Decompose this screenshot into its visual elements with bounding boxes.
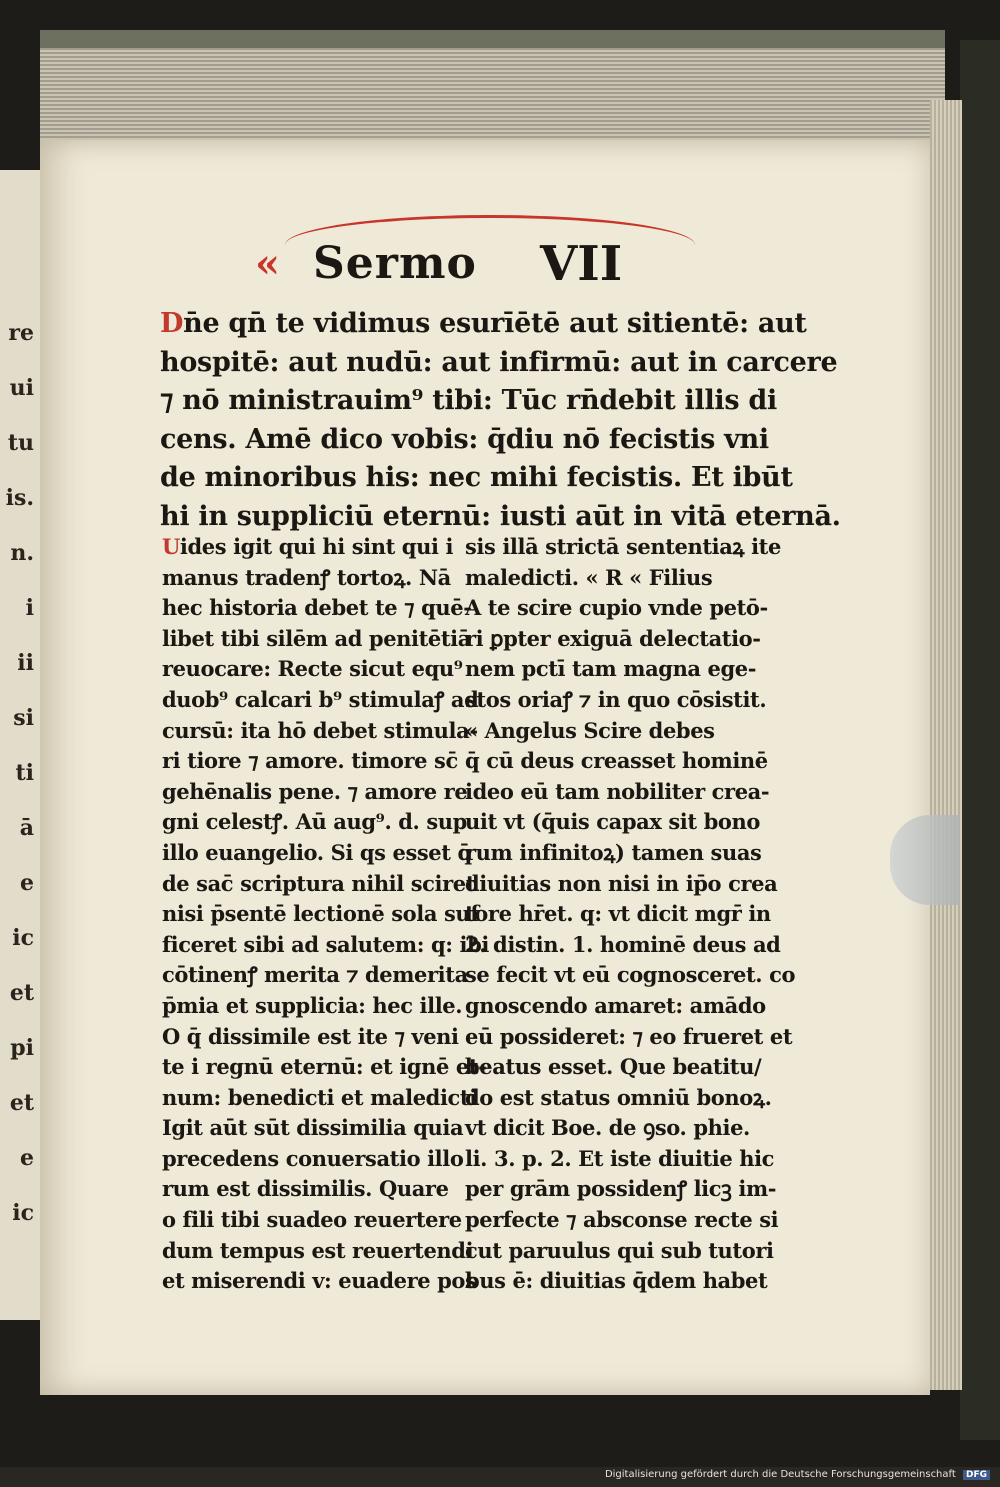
text-line: dum tempus est reuertendi	[162, 1237, 474, 1263]
intro-line: ⁊ nō ministrauim⁹ tibi: Tūc rn̄debit illis di	[160, 385, 777, 416]
page-edges-right	[930, 100, 962, 1390]
intro-text-block	[160, 305, 841, 536]
text-line: vt dicit Boe. de ꝯso. phie.	[465, 1115, 750, 1141]
text-line: maledicti. « R « Filius	[465, 564, 713, 590]
text-line: sis illā strictā sententiaꝝ ite	[465, 534, 781, 559]
text-line: de sac̄ scriptura nihil sciret	[162, 870, 476, 896]
text-line: illo euangelio. Si qs esset q̄	[162, 839, 472, 865]
margin-fragment: is.	[5, 485, 34, 511]
text-line: rum infinitoꝝ) tamen suas	[465, 839, 762, 865]
text-line: do est status omniū bonoꝝ.	[465, 1084, 772, 1110]
text-line: libet tibi silēm ad penitētiā	[162, 625, 471, 651]
text-line: ri ꝑpter exiguā delectatio-	[465, 625, 761, 651]
text-line: cursū: ita hō debet stimula-	[162, 717, 478, 743]
margin-fragment: si	[13, 705, 34, 731]
text-line: « Angelus Scire debes	[465, 717, 715, 743]
text-line: rum est dissimilis. Quare	[162, 1176, 449, 1202]
text-line: Uides igit qui hi sint qui i	[162, 534, 454, 559]
text-line: O q̄ dissimile est ite ⁊ veni	[162, 1023, 459, 1049]
intro-line: hospitē: aut nudū: aut infirmū: aut in carcere	[160, 346, 838, 378]
text-line: cut paruulus qui sub tutori	[465, 1237, 774, 1263]
heading-title: Sermo	[313, 238, 477, 289]
text-line: beatus esset. Que beatitu/	[465, 1054, 762, 1080]
text-line: nem pctī tam magna ege-	[465, 656, 757, 682]
heading-numeral: VII	[540, 236, 623, 292]
text-line: precedens conuersatio illo	[162, 1145, 464, 1171]
margin-fragment: et	[9, 980, 34, 1006]
sermon-heading	[255, 220, 755, 300]
text-line: per grām possidenꝭ licꝫ im-	[465, 1176, 777, 1202]
text-line: reuocare: Recte sicut equ⁹	[162, 656, 463, 682]
right-column	[465, 532, 796, 1297]
text-line: li. 3. p. 2. Et iste diuitie hic	[465, 1145, 775, 1171]
previous-leaf	[0, 170, 42, 1320]
intro-line: de minoribus his: nec mihi fecistis. Et ibūt	[160, 462, 793, 493]
text-line: uit vt (q̄uis capax sit bono	[465, 809, 760, 835]
text-line: diuitias non nisi in ip̄o crea	[465, 870, 778, 896]
text-line: ficeret sibi ad salutem: q: ibi	[162, 931, 489, 957]
margin-fragment: e	[20, 1145, 34, 1171]
margin-fragment: i	[25, 595, 34, 621]
text-line: gehēnalis pene. ⁊ amore re	[162, 778, 468, 804]
margin-fragment: ic	[12, 1200, 34, 1226]
text-line: ideo eū tam nobiliter crea-	[465, 778, 770, 804]
text-line: gnoscendo amaret: amādo	[465, 992, 766, 1018]
intro-line: hi in suppliciū eternū: iusti aūt in vitā eternā.	[160, 500, 841, 532]
text-line: bus ē: diuitias q̄dem habet	[465, 1268, 768, 1294]
margin-fragment: tu	[7, 430, 34, 456]
margin-fragment: pi	[10, 1035, 34, 1061]
text-line: 2. distin. 1. hominē deus ad	[465, 931, 781, 957]
text-line: stos oriaꝭ ⁊ in quo cōsistit.	[465, 686, 767, 712]
margin-fragment: ii	[17, 650, 34, 676]
page-clip	[890, 815, 960, 905]
text-line: hec historia debet te ⁊ quē-	[162, 595, 472, 621]
text-line: se fecit vt eū cognosceret. co	[465, 962, 796, 988]
intro-line: cens. Amē dico vobis: q̄diu nō fecistis vni	[160, 423, 769, 455]
margin-fragment: e	[20, 870, 34, 896]
book-page	[40, 140, 930, 1395]
credit-text: Digitalisierung gefördert durch die Deutsche Forschungsgemeinschaft	[604, 1469, 956, 1480]
digitization-credit	[605, 1469, 990, 1480]
intro-line: Dn̄e qn̄ te vidimus esurīētē aut sitientē: aut	[160, 308, 807, 339]
text-line: Igit aūt sūt dissimilia quia	[162, 1115, 464, 1141]
text-line: nisi p̄sentē lectionē sola suf	[162, 901, 479, 927]
dfg-logo: DFG	[963, 1470, 990, 1480]
text-line: A te scire cupio vnde petō-	[465, 595, 768, 621]
left-column	[162, 532, 489, 1297]
text-line: et miserendi v: euadere pos	[162, 1268, 477, 1294]
margin-fragment: ā	[19, 815, 34, 841]
paraph-mark: «	[255, 240, 280, 287]
text-line: duob⁹ calcari b⁹ stimulaꝭ ad	[162, 686, 479, 712]
text-line: o fili tibi suadeo reuertere	[162, 1207, 462, 1233]
margin-fragment: et	[9, 1090, 34, 1116]
margin-fragment: ic	[12, 925, 34, 951]
margin-fragment: re	[8, 320, 34, 346]
text-line: num: benedicti et maledicti	[162, 1084, 477, 1110]
text-line: cōtinenꝭ merita ⁊ demerita	[162, 962, 468, 988]
text-line: gni celestꝭ. Aū aug⁹. d. sup	[162, 809, 467, 835]
text-line: q̄ cū deus creasset hominē	[465, 748, 768, 774]
text-line: tore hr̄et. q: vt dicit mgr̄ in	[465, 901, 771, 927]
margin-fragment: ti	[15, 760, 34, 786]
text-line: eū possideret: ⁊ eo frueret et	[465, 1023, 793, 1049]
margin-fragment: n.	[10, 540, 34, 566]
text-line: perfecte ⁊ absconse recte si	[465, 1207, 779, 1233]
margin-fragment: ui	[9, 375, 34, 401]
book-cover-edge	[960, 40, 1000, 1440]
text-line: p̄mia et supplicia: hec ille.	[162, 992, 463, 1018]
text-line: ri tiore ⁊ amore. timore sc̄	[162, 748, 458, 774]
text-line: te i regnū eternū: et ignē et-	[162, 1054, 487, 1080]
text-line: manus tradenꝭ tortoꝝ. Nā	[162, 564, 451, 590]
